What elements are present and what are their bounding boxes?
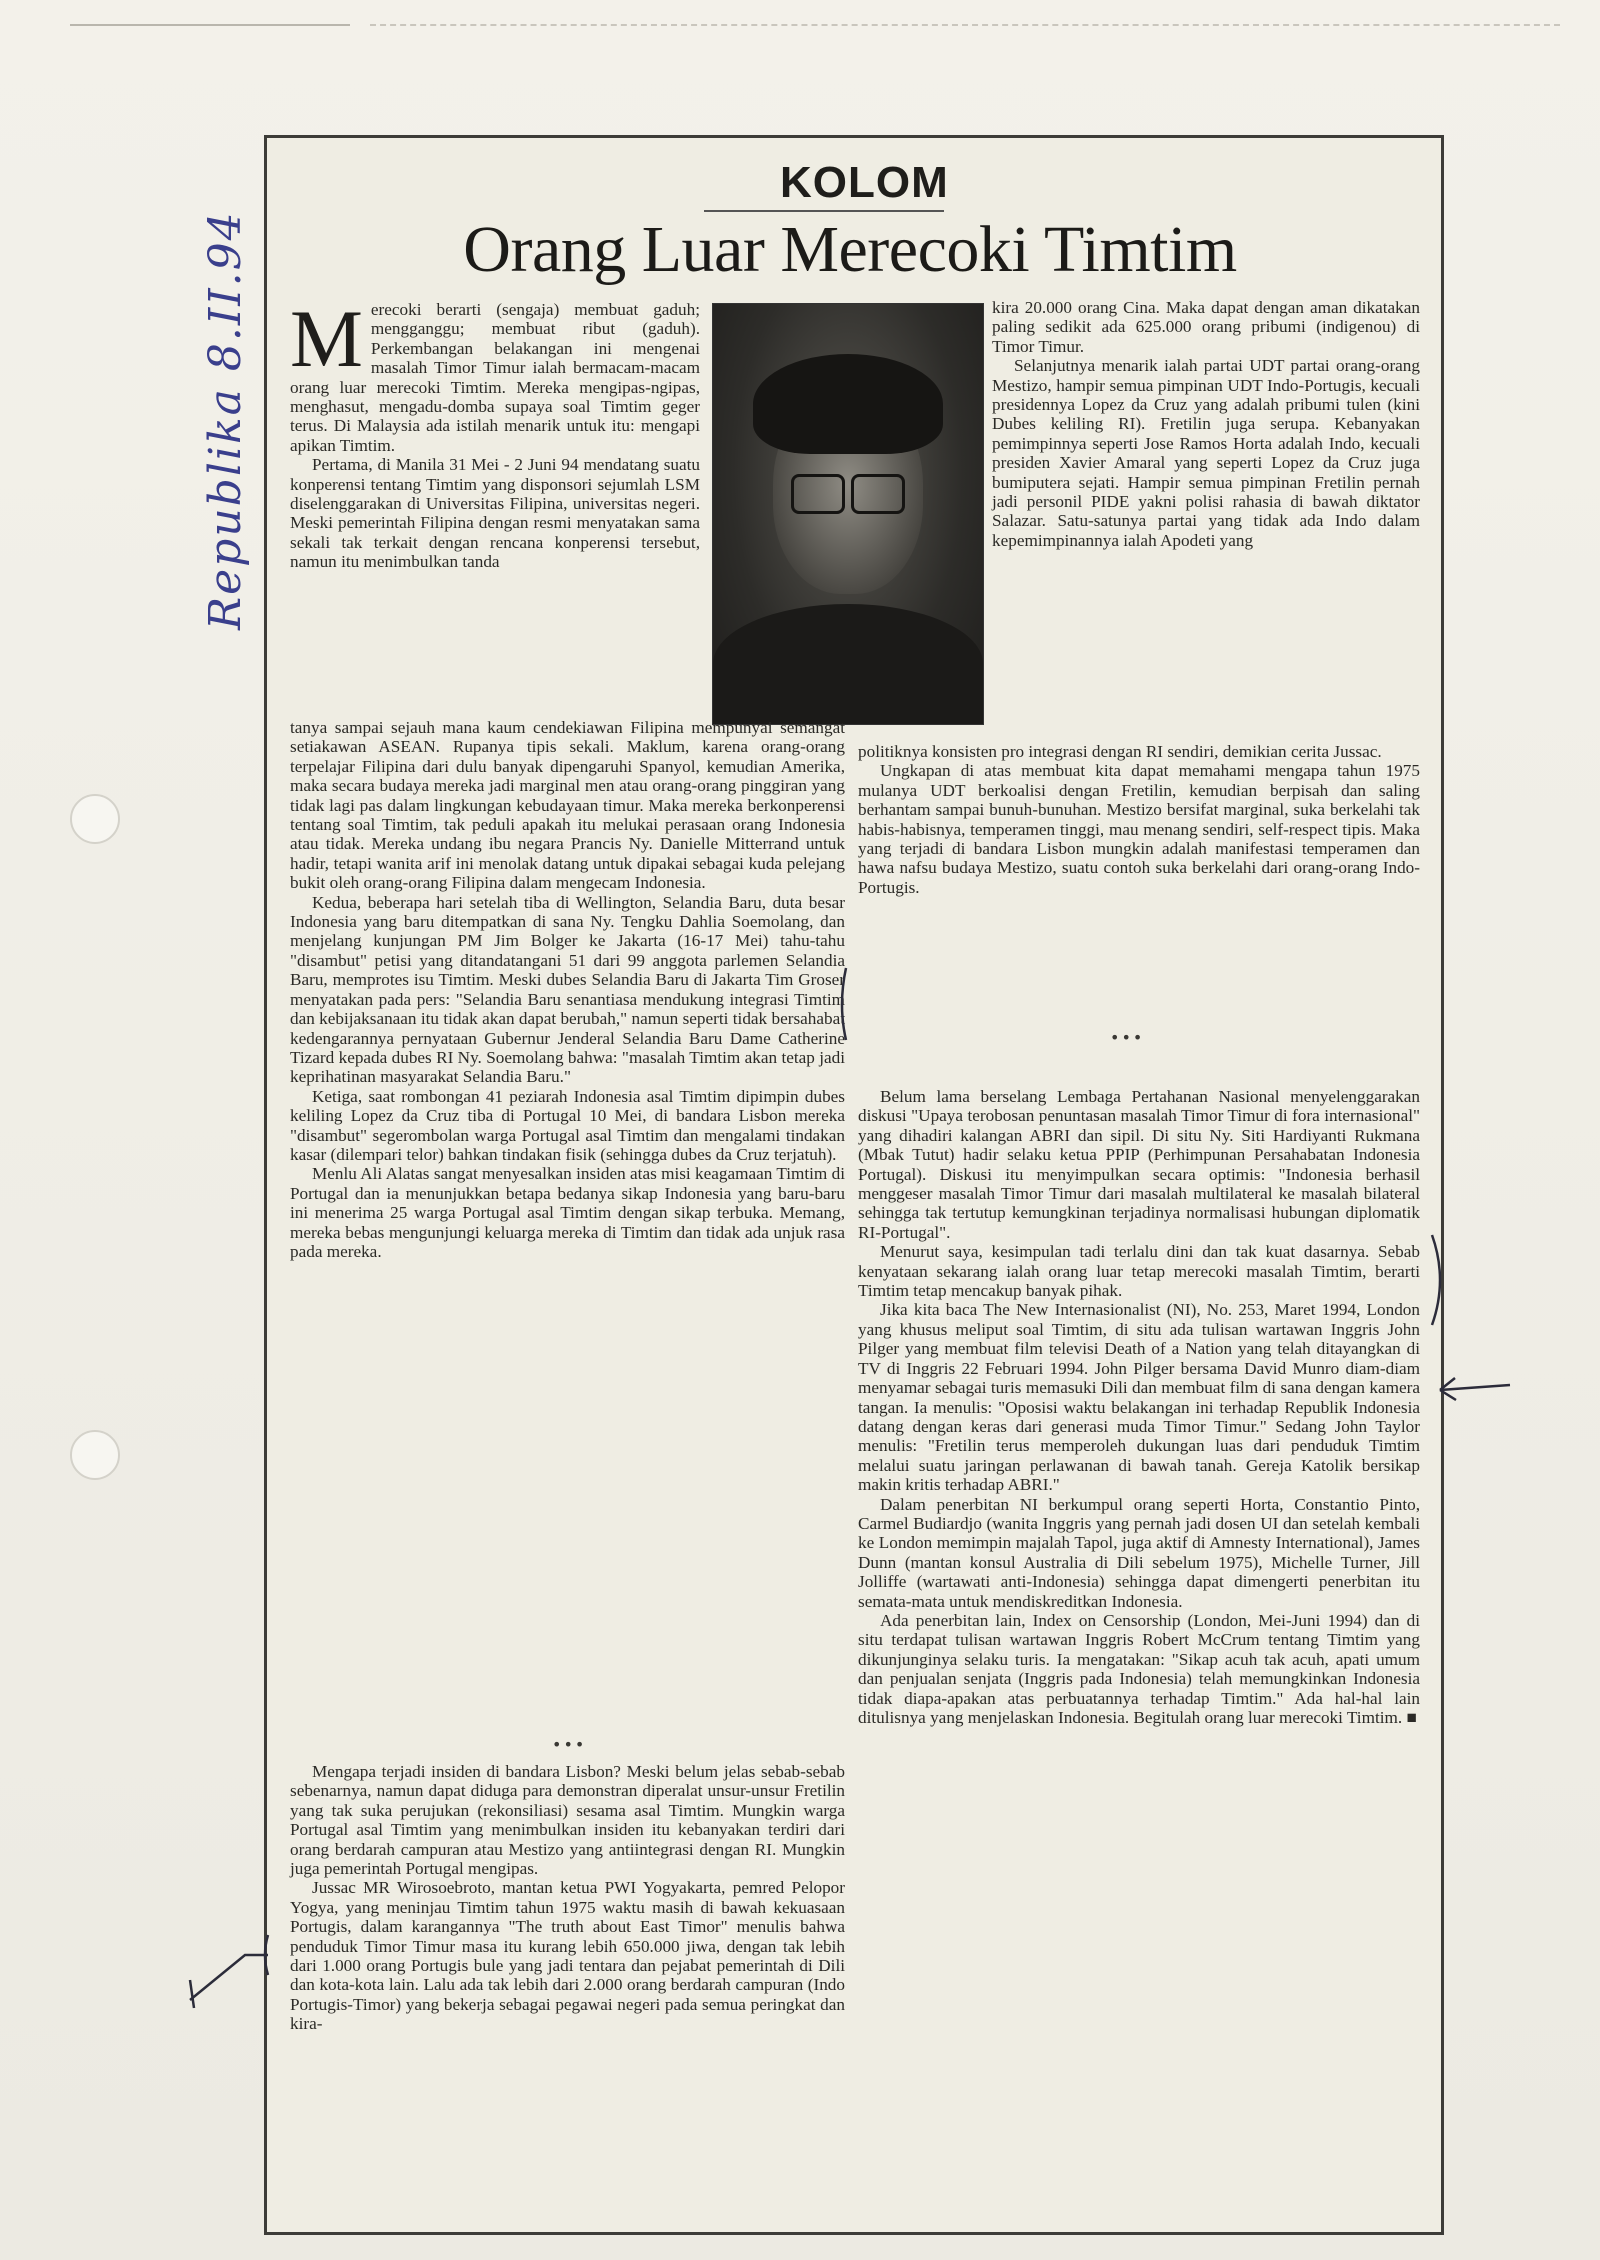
section-separator: ••• bbox=[552, 1735, 587, 1754]
paragraph: Mengapa terjadi insiden di bandara Lisbon? Meski belum jelas sebab-sebab sebenarnya, namun dapat diduga para demonstran diperalat unsur-unsur Fretilin yang tak suka perujukan (rekonsiliasi) sesama asal Timtim. Mungkin warga Portugal asal Timtim yang menimbulkan insiden itu kebanyakan terdiri dari orang berdarah campuran atau Mestizo yang antiintegrasi dengan RI. Mungkin juga pemerintah Portugal mengipas. bbox=[290, 1762, 845, 1879]
lead-text: erecoki berarti (sengaja) membuat gaduh; mengganggu; membuat ribut (gaduh). Perkembangan belakangan ini mengenai masalah Timor Timur ialah bermacam-macam orang luar merecoki Timtim. Mereka mengipas-ngipas, menghasut, mengadu-domba supaya soal Timtim geger terus. Di Malaysia ada istilah menarik untuk itu: mengapi apikan Timtim. bbox=[290, 300, 700, 455]
paragraph: Belum lama berselang Lembaga Pertahanan Nasional menyelenggarakan diskusi "Upaya terobosan penuntasan masalah Timor Timur di fora internasional" yang dihadiri kalangan ABRI dan sipil. Di situ Ny. Siti Hardiyanti Rukmana (Mbak Tutut) hadir selaku ketua PPIP (Perhimpunan Persahabatan Indonesia Portugal). Diskusi itu menyimpulkan secara optimis: "Indonesia berhasil menggeser masalah Timor Timur dari masalah multilateral ke masalah bilateral sehingga tak tertutup kemungkinan terjadinya normalisasi hubungan diplomatik RI-Portugal". bbox=[858, 1087, 1420, 1242]
paragraph: Pertama, di Manila 31 Mei - 2 Juni 94 mendatang suatu konperensi tentang Timtim yang disponsori sejumlah LSM diselenggarakan di Universitas Filipina, universitas negeri. Meski pemerintah Filipina dengan resmi menyatakan sama sekali tak terkait dengan rencana konperensi tersebut, namun itu menimbulkan tanda bbox=[290, 455, 700, 572]
paragraph: Jussac MR Wirosoebroto, mantan ketua PWI Yogyakarta, pemred Pelopor Yogya, yang meninjau Timtim tahun 1975 waktu masih di bawah kekuasaan Portugis, dalam karangannya "The truth about East Timor" menulis bahwa penduduk Timor Timur masa itu kurang lebih 650.000 jiwa, dengan tak lebih dari 1.000 orang Portugis bule yang jadi tentara dan pejabat pemerintah di Dili dan kota-kota lain. Lalu ada tak lebih dari 2.000 orang berdarah campuran (Indo Portugis-Timor) yang bekerja sebagai pegawai negeri pada semua peringkat dan kira- bbox=[290, 1878, 845, 2034]
handwritten-source-note: Republika 8.II.94 bbox=[200, 210, 251, 630]
section-tag: KOLOM bbox=[780, 158, 949, 207]
pen-tick-left bbox=[190, 1980, 194, 2008]
paragraph: Ada penerbitan lain, Index on Censorship (London, Mei-Juni 1994) dan di situ terdapat tulisan wartawan Inggris Robert McCrum tentang Timtim yang dikunjunginya selaku turis. Ia mengatakan: "Sikap acuh tak acuh, apati umum dan penjualan senjata (Inggris pada Indonesia) telah memungkinkan Indonesia tidak diapa-apakan atas perbuatannya terhadap Timtim." Ada hal-hal lain ditulisnya yang menjelaskan Indonesia. Begitulah orang luar merecoki Timtim. ■ bbox=[858, 1610, 1420, 1727]
drop-cap: M bbox=[290, 293, 363, 384]
paragraph: Kedua, beberapa hari setelah tiba di Wellington, Selandia Baru, duta besar Indonesia yang baru ditempatkan di sana Ny. Tengku Dahlia Soemolang, dan menjelang kunjungan PM Jim Bolger ke Jakarta (16-17 Mei) tahu-tahu "disambut" petisi yang ditandatangani 51 dari 99 anggota parlemen Selandia Baru, memprotes isu Timtim. Meski dubes Selandia Baru di Jakarta Tim Groser menyatakan pada pers: "Selandia Baru senantiasa mendukung integrasi Timtim dan kebijaksanaan itu tidak akan dapat berubah," namun seperti tidak bersahabat kedengarannya pernyataan Gubernur Jenderal Selandia Baru Dame Catherine Tizard kepada dubes RI Ny. Soemolang bahwa: "masalah Timtim akan tetap jadi keprihatinan masyarakat Selandia Baru." bbox=[290, 892, 845, 1087]
paragraph: kira 20.000 orang Cina. Maka dapat dengan aman dikatakan paling sedikit ada 625.000 orang pribumi (indigenou) di Timor Timur. bbox=[992, 298, 1420, 356]
pen-bracket-right bbox=[1432, 1235, 1440, 1325]
paragraph: Dalam penerbitan NI berkumpul orang seperti Horta, Constantio Pinto, Carmel Budiardjo (wanita Inggris yang pernah jadi dosen UI dan setelah kembali ke London memimpin majalah Tapol, juga aktif di Amnesty International), James Dunn (mantan konsul Australia di Dili sebelum 1975), Michelle Turner, Jill Jolliffe (wartawati anti-Indonesia) sehingga dapat dimengerti penerbitan itu semata-mata untuk mendiskreditkan Indonesia. bbox=[858, 1494, 1420, 1611]
headline: Orang Luar Merecoki Timtim bbox=[463, 213, 1237, 286]
paragraph: Ungkapan di atas membuat kita dapat memahami mengapa tahun 1975 mulanya UDT berkoalisi dengan Fretilin, kemudian berpisah dan saling berhantam sampai bunuh-bunuhan. Mestizo bersifat marginal, suka berkelahi tak habis-habisnya, temperamen tinggi, mau menang sendiri, self-respect tipis. Maka yang terjadi di bandara Lisbon mungkin adalah manifestasi temperamen dan hawa nafsu budaya Mestizo, suatu contoh suka berkelahi dari orang-orang Indo-Portugis. bbox=[858, 761, 1420, 897]
paragraph: tanya sampai sejauh mana kaum cendekiawan Filipina mempunyai semangat setiakawan ASEAN. Rupanya tipis sekali. Maklum, karena orang-orang terpelajar Filipina dari dulu banyak dipengaruhi Spanyol, kemudian Amerika, maka secara budaya mereka jadi marginal men atau orang-orang pinggiran yang tidak lagi pas dalam lingkungan kebudayaan timur. Maka mereka berkonperensi tentang soal Timtim, tak peduli apakah itu melukai perasaan orang Indonesia atau tidak. Mereka undang ibu negara Prancis Ny. Danielle Mitterrand untuk hadir, tetapi wanita arif ini menolak datang untuk dipakai sebagai kuda pelejang bukit oleh orang-orang Filipina dalam mengecam Indonesia. bbox=[290, 718, 845, 893]
paragraph: politiknya konsisten pro integrasi dengan RI sendiri, demikian cerita Jussac. bbox=[858, 742, 1382, 761]
pen-arrow-left bbox=[190, 1955, 268, 2000]
paragraph: Menlu Ali Alatas sangat menyesalkan insiden atas misi keagamaan Timtim di Portugal dan ia menunjukkan betapa bedanya sikap Indonesia yang baru-baru ini menerima 25 warga Portugal asal Timtim dengan sikap terbuka. Memang, mereka bebas mengunjungi keluarga mereka di Timtim dan tidak ada unjuk rasa pada mereka. bbox=[290, 1164, 845, 1261]
paragraph: Menurut saya, kesimpulan tadi terlalu dini dan tak kuat dasarnya. Sebab kenyataan sekarang ialah orang luar tetap merecoki masalah Timtim, berarti Timtim tetap mencakup banyak pihak. bbox=[858, 1242, 1420, 1301]
paragraph: Jika kita baca The New Internasionalist (NI), No. 253, Maret 1994, London yang khusus meliput soal Timtim, di situ ada tulisan wartawan Inggris John Pilger yang membuat film televisi Death of a Nation yang telah ditayangkan di TV di Inggris 22 Februari 1994. John Pilger bersama David Munro diam-diam menyamar sebagai turis memasuki Dili dan membuat film di sana dengan kamera tangan. Ia menulis: "Oposisi waktu belakangan ini terhadap Republik Indonesia datang dengan keras dari generasi muda Timor Timur." Sedang John Taylor menulis: "Fretilin terus memperoleh dukungan luas dari penduduk Timtim melalui suatu jaringan perlawanan di bawah tanah. Gereja Katolik bersikap makin kritis terhadap ABRI." bbox=[858, 1300, 1420, 1495]
pen-arrow-right bbox=[1440, 1378, 1510, 1400]
section-separator: ••• bbox=[1110, 1028, 1145, 1047]
paragraph: Ketiga, saat rombongan 41 peziarah Indonesia asal Timtim dipimpin dubes keliling Lopez da Cruz tiba di Portugal 10 Mei, di bandara Lisbon mereka "disambut" segerombolan warga Portugal asal Timtim dan mengalami tindakan kasar (dilempari telor) bahkan tindakan fisik (sehingga dubes da Cruz terjatuh). bbox=[290, 1086, 845, 1164]
pen-bracket-mid bbox=[842, 968, 846, 1040]
paragraph: Selanjutnya menarik ialah partai UDT partai orang-orang Mestizo, hampir semua pimpinan UDT Indo-Portugis, kecuali presidennya Lopez da Cruz yang adalah pribumi tulen (kini Dubes keliling RI). Fretilin juga serupa. Kebanyakan pemimpinnya seperti Jose Ramos Horta adalah Indo, kecuali presiden Xavier Amaral yang seperti Lopez da Cruz juga bumiputera sejati. Hampir semua pimpinan Fretilin pernah jadi personil PIDE yakni polisi rahasia di bawah diktator Salazar. Satu-satunya partai yang tidak ada Indo dalam kepemimpinannya ialah Apodeti yang bbox=[992, 356, 1420, 550]
